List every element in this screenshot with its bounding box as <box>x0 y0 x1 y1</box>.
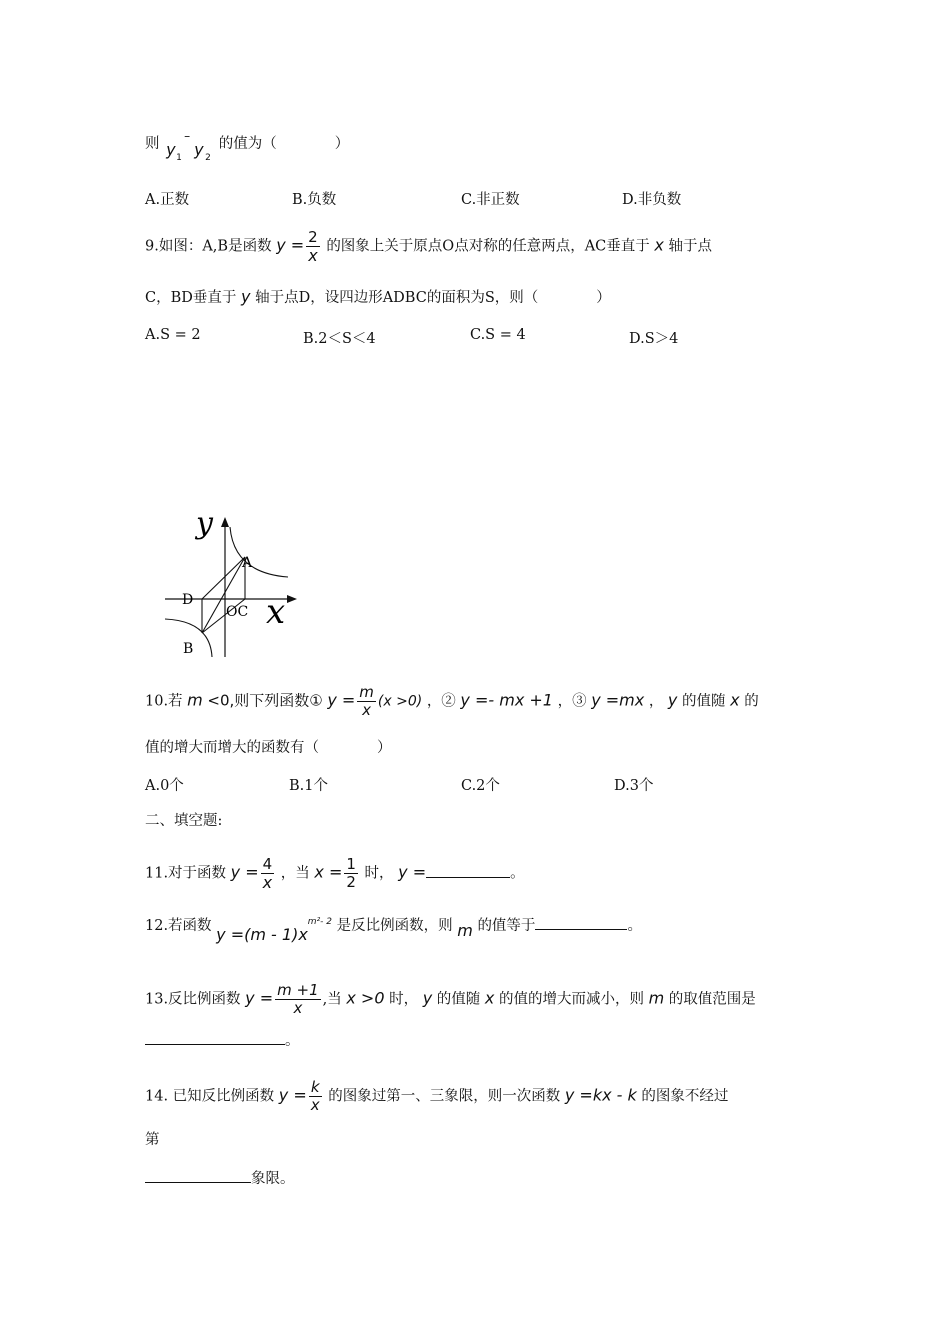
q11-half-denominator: 2 <box>346 873 356 891</box>
q13-text-d: 的值随 <box>436 991 481 1008</box>
q9-option-d: D.S＞4 <box>629 331 679 347</box>
q8-prefix: 则 <box>145 136 160 152</box>
q8-expression <box>164 128 214 163</box>
q10-denominator: x <box>362 701 372 719</box>
q10-option-d: D.3个 <box>614 778 654 794</box>
q9-line2 <box>145 287 611 308</box>
q11-text-b: ，当 <box>280 865 310 882</box>
q12-text-b: 是反比例函数，则 <box>336 917 453 934</box>
q12-text-a: 12.若函数 <box>145 917 212 934</box>
q10-m-symbol: m <box>187 690 203 710</box>
q11-half-numerator: 1 <box>346 855 356 873</box>
q10-eq3: y =mx <box>591 690 645 710</box>
segment-da <box>202 557 245 599</box>
hyperbola-branch-first-quadrant <box>230 527 288 577</box>
q11-text-a: 11.对于函数 <box>145 865 227 882</box>
q10-text-b: <0,则下列函数① <box>207 691 323 710</box>
q13-eq: y = <box>245 988 274 1008</box>
q9-option-a: A.S = 2 <box>145 327 201 343</box>
q9-y-symbol: y <box>241 287 251 306</box>
q10-text-a: 10.若 <box>145 693 183 710</box>
q11-half-fraction <box>344 856 358 891</box>
q9-text-b: 的图象上关于原点O点对称的任意两点，AC垂直于 <box>326 238 650 255</box>
q14-line3 <box>145 1168 295 1189</box>
y-axis-label: y <box>196 506 213 541</box>
q11-denominator: x <box>262 873 273 892</box>
q14-line2: 第 <box>145 1132 160 1148</box>
q11-y-eq: y = <box>398 862 427 882</box>
q13-denominator: x <box>293 999 303 1017</box>
q14-eq: y = <box>278 1085 307 1105</box>
point-b-label: B <box>183 641 194 657</box>
q12-text-c: 的值等于 <box>477 917 536 934</box>
q14-numerator: k <box>309 1079 322 1097</box>
minus-sign: – <box>184 129 191 143</box>
q12-exponent: m²- 2 <box>307 917 333 927</box>
x-axis-arrow <box>287 595 297 603</box>
q13-answer-blank[interactable] <box>145 1030 285 1045</box>
q10-text-e: ， <box>648 693 664 710</box>
q13-fraction <box>275 982 321 1017</box>
x-axis-label: x <box>266 592 286 632</box>
q13-y-symbol: y <box>422 988 433 1008</box>
q9-option-b: B.2＜S＜4 <box>303 331 376 347</box>
point-a-label: A <box>242 555 253 571</box>
q11-fraction <box>261 856 275 891</box>
q10-text-g: 的 <box>744 693 759 710</box>
y1-symbol: y <box>166 140 176 159</box>
q8-line <box>145 128 350 163</box>
q9-fraction <box>306 229 320 264</box>
q9-text-d: C，BD垂直于 <box>145 290 237 306</box>
q11-text-c: 时， <box>364 865 394 882</box>
y2-subscript: 2 <box>205 153 211 163</box>
y-axis-arrow <box>221 517 229 527</box>
q9-text-e: 轴于点D，设四边形ADBC的面积为S，则（ ） <box>255 290 611 306</box>
section-heading: 二、填空题: <box>145 813 223 829</box>
q12-text-d: 。 <box>627 917 642 934</box>
q8-option-d: D.非负数 <box>622 192 682 208</box>
q10-text-f: 的值随 <box>682 693 726 710</box>
hyperbola-figure <box>160 505 310 665</box>
q9-denominator: x <box>308 246 318 265</box>
q10-option-b: B.1个 <box>289 778 328 794</box>
q13-text-b: ,当 <box>322 991 342 1008</box>
q8-option-a: A.正数 <box>145 192 190 208</box>
q11-line <box>145 856 525 891</box>
q9-equation: y = <box>276 235 305 255</box>
q11-eq: y = <box>230 862 259 882</box>
q10-x-symbol: x <box>730 690 740 710</box>
q9-text-c: 轴于点 <box>668 238 712 255</box>
q14-text-b: 的图象过第一、三象限，则一次函数 <box>328 1088 561 1105</box>
q13-text-c: 时， <box>389 991 419 1008</box>
q10-eq1: y = <box>327 690 356 710</box>
q10-text-c: ，② <box>426 693 456 710</box>
q14-denominator: x <box>310 1096 320 1114</box>
q13-line1 <box>145 982 756 1017</box>
q12-m-symbol: m <box>457 920 473 940</box>
q14-eq2: y =kx - k <box>564 1085 637 1105</box>
y2-symbol: y <box>194 140 204 159</box>
q14-text-end: 象限。 <box>251 1171 295 1187</box>
q8-option-c: C.非正数 <box>461 192 520 208</box>
q11-text-d: 。 <box>510 865 525 882</box>
point-oc-label: OC <box>226 604 249 620</box>
q10-condition: (x >0) <box>377 693 423 710</box>
q10-option-a: A.0个 <box>145 778 184 794</box>
q10-eq2: y =- mx +1 <box>460 690 553 710</box>
q12-eq: y =(m - 1)x <box>216 924 308 944</box>
q11-x-eq: x = <box>314 862 343 882</box>
q10-line2: 值的增大而增大的函数有（ ） <box>145 740 392 756</box>
q14-line1 <box>145 1079 728 1114</box>
q10-y-symbol: y <box>667 690 678 710</box>
q13-end: 。 <box>285 1033 300 1049</box>
q13-text-f: 的取值范围是 <box>668 991 756 1008</box>
q12-line <box>145 912 642 944</box>
q11-numerator: 4 <box>262 855 273 873</box>
q14-text-c: 的图象不经过 <box>641 1088 729 1105</box>
q10-option-c: C.2个 <box>461 778 500 794</box>
q14-fraction <box>309 1079 322 1114</box>
q14-answer-blank[interactable] <box>145 1168 251 1183</box>
q10-text-d: ，③ <box>557 693 587 710</box>
q10-fraction <box>357 684 376 719</box>
q12-answer-blank[interactable] <box>535 915 627 930</box>
q9-x-symbol: x <box>654 235 664 255</box>
q13-x-symbol: x <box>484 988 495 1008</box>
q8-suffix: 的值为（ ） <box>218 136 350 152</box>
q9-text-a: 9.如图：A,B是函数 <box>145 238 272 255</box>
q10-numerator: m <box>359 683 374 701</box>
q13-m-symbol: m <box>648 988 665 1008</box>
q10-line1 <box>145 684 759 719</box>
q8-option-b: B.负数 <box>292 192 337 208</box>
q9-line1 <box>145 229 712 264</box>
q14-text-a: 14. 已知反比例函数 <box>145 1088 275 1105</box>
q9-option-c: C.S = 4 <box>470 327 526 343</box>
q13-text-a: 13.反比例函数 <box>145 991 241 1008</box>
point-d-label: D <box>182 592 194 608</box>
segment-ab <box>202 557 245 633</box>
q9-numerator: 2 <box>308 228 318 246</box>
q13-condition: x >0 <box>346 988 385 1008</box>
q11-answer-blank[interactable] <box>426 863 510 878</box>
q13-line2 <box>145 1030 300 1051</box>
q13-text-e: 的值的增大而减小，则 <box>498 991 644 1008</box>
y1-subscript: 1 <box>176 153 182 163</box>
q13-numerator: m +1 <box>277 981 319 999</box>
